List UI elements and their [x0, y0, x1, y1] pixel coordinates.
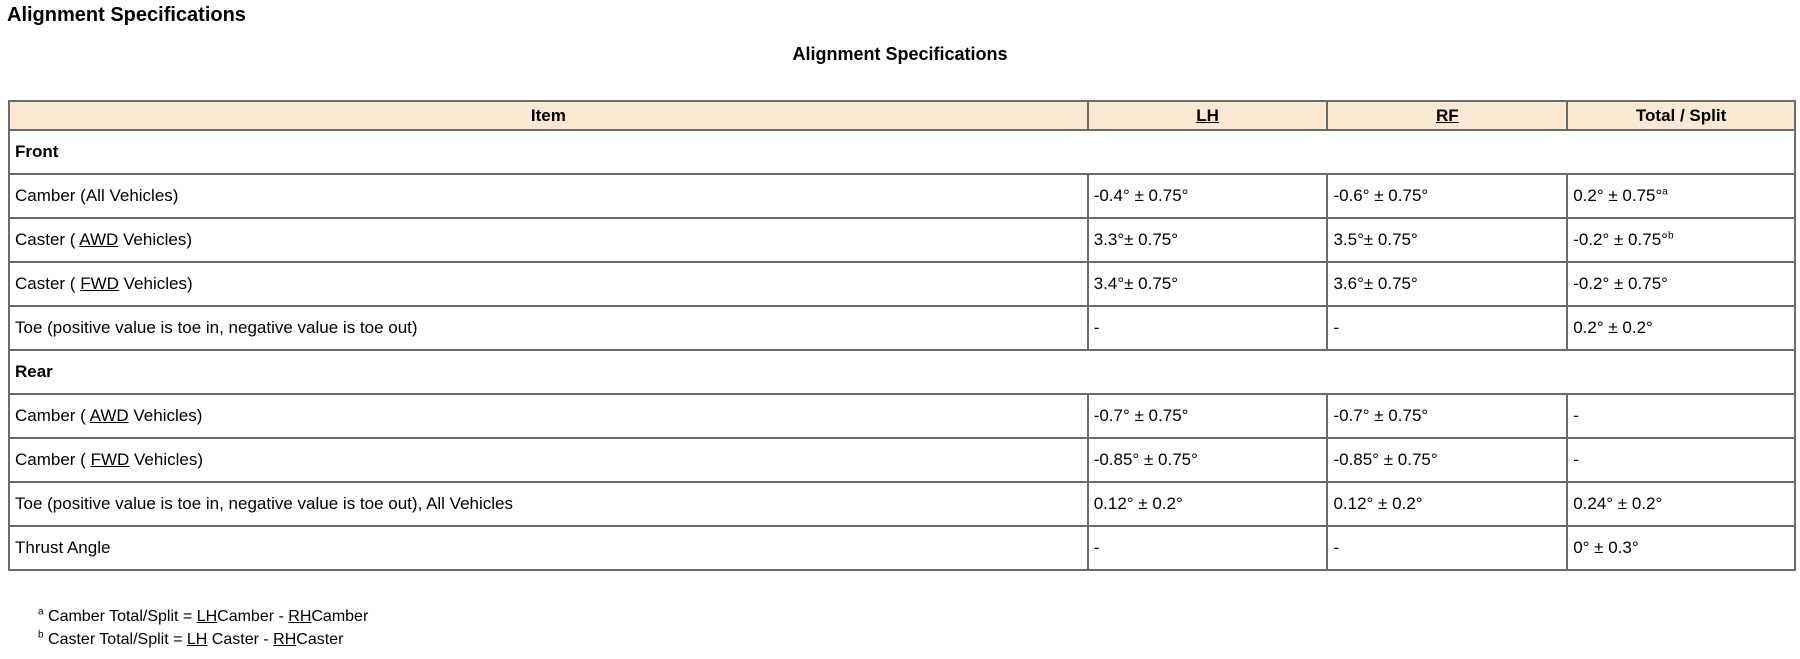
rf-abbreviation-link[interactable]: RF	[1435, 105, 1459, 125]
footnote-text: Caster -	[207, 631, 274, 648]
rf-cell: -0.6° ± 0.75°	[1327, 174, 1567, 218]
item-cell: Thrust Angle	[9, 526, 1088, 570]
rf-cell: 3.5°± 0.75°	[1327, 218, 1567, 262]
rf-cell: -0.85° ± 0.75°	[1327, 438, 1567, 482]
rh-abbreviation-link[interactable]: RH	[288, 608, 312, 625]
footnote-a	[38, 605, 368, 628]
rh-abbreviation-link[interactable]: RH	[273, 631, 297, 648]
footnote-text: Caster Total/Split =	[48, 631, 187, 648]
item-text: Camber (	[15, 450, 91, 469]
footnote-ref-b[interactable]: b	[1667, 230, 1674, 242]
footnote-ref-a[interactable]: a	[1662, 186, 1668, 198]
lh-cell: 3.3°± 0.75°	[1088, 218, 1328, 262]
rf-cell: -	[1327, 526, 1567, 570]
table-caption: Alignment Specifications	[792, 44, 1008, 64]
lh-cell: -0.7° ± 0.75°	[1088, 394, 1328, 438]
item-cell	[9, 438, 1088, 482]
column-header-item: Item	[9, 101, 1088, 130]
section-label: Rear	[9, 350, 1795, 394]
footnotes	[38, 605, 368, 651]
total-cell: -	[1567, 394, 1795, 438]
table-row	[9, 394, 1795, 438]
footnote-marker: a	[38, 606, 44, 618]
lh-cell: -0.4° ± 0.75°	[1088, 174, 1328, 218]
item-cell	[9, 218, 1088, 262]
total-value: 0.2° ± 0.75°	[1573, 186, 1663, 205]
item-cell: Toe (positive value is toe in, negative value is toe out)	[9, 306, 1088, 350]
item-cell	[9, 394, 1088, 438]
lh-abbreviation-link[interactable]: LH	[196, 608, 218, 625]
alignment-spec-table	[8, 100, 1796, 571]
section-row-rear	[9, 350, 1795, 394]
table-row	[9, 218, 1795, 262]
table-row	[9, 262, 1795, 306]
lh-cell: 3.4°± 0.75°	[1088, 262, 1328, 306]
fwd-abbreviation-link[interactable]: FWD	[80, 274, 119, 293]
section-row-front	[9, 130, 1795, 174]
footnote-text: Camber	[311, 608, 369, 625]
item-text: Vehicles)	[118, 230, 192, 249]
column-header-lh	[1088, 101, 1328, 130]
item-text: Camber (	[15, 406, 90, 425]
total-cell: -	[1567, 438, 1795, 482]
awd-abbreviation-link[interactable]: AWD	[79, 230, 119, 249]
footnote-text: Camber Total/Split =	[48, 608, 197, 625]
table-row	[9, 482, 1795, 526]
rf-cell: 3.6°± 0.75°	[1327, 262, 1567, 306]
table-header-row	[9, 101, 1795, 130]
total-cell: -0.2° ± 0.75°	[1567, 262, 1795, 306]
item-cell	[9, 262, 1088, 306]
footnote-text: Caster	[296, 631, 344, 648]
lh-abbreviation-link[interactable]: LH	[1196, 105, 1219, 125]
item-cell: Camber (All Vehicles)	[9, 174, 1088, 218]
item-text: Vehicles)	[118, 274, 193, 293]
rf-cell: -0.7° ± 0.75°	[1327, 394, 1567, 438]
total-value: -0.2° ± 0.75°	[1573, 230, 1668, 249]
lh-cell: 0.12° ± 0.2°	[1088, 482, 1328, 526]
footnote-text: Camber -	[217, 608, 289, 625]
item-cell: Toe (positive value is toe in, negative value is toe out), All Vehicles	[9, 482, 1088, 526]
table-row	[9, 438, 1795, 482]
item-text: Vehicles)	[128, 406, 203, 425]
item-text: Vehicles)	[129, 450, 203, 469]
footnote-b	[38, 628, 368, 651]
item-text: Caster (	[15, 230, 80, 249]
footnote-marker: b	[38, 629, 44, 641]
table-row	[9, 174, 1795, 218]
rf-cell: 0.12° ± 0.2°	[1327, 482, 1567, 526]
page-heading: Alignment Specifications	[7, 4, 246, 26]
total-cell: 0° ± 0.3°	[1567, 526, 1795, 570]
item-text: Caster (	[15, 274, 81, 293]
table-row	[9, 306, 1795, 350]
lh-cell: -	[1088, 306, 1328, 350]
column-header-total-split: Total / Split	[1567, 101, 1795, 130]
lh-abbreviation-link[interactable]: LH	[186, 631, 208, 648]
lh-cell: -	[1088, 526, 1328, 570]
total-cell: 0.2° ± 0.2°	[1567, 306, 1795, 350]
table-row	[9, 526, 1795, 570]
total-cell: 0.24° ± 0.2°	[1567, 482, 1795, 526]
fwd-abbreviation-link[interactable]: FWD	[90, 450, 130, 469]
total-cell	[1567, 174, 1795, 218]
section-label: Front	[9, 130, 1795, 174]
awd-abbreviation-link[interactable]: AWD	[89, 406, 129, 425]
total-cell	[1567, 218, 1795, 262]
column-header-rf	[1327, 101, 1567, 130]
rf-cell: -	[1327, 306, 1567, 350]
lh-cell: -0.85° ± 0.75°	[1088, 438, 1328, 482]
